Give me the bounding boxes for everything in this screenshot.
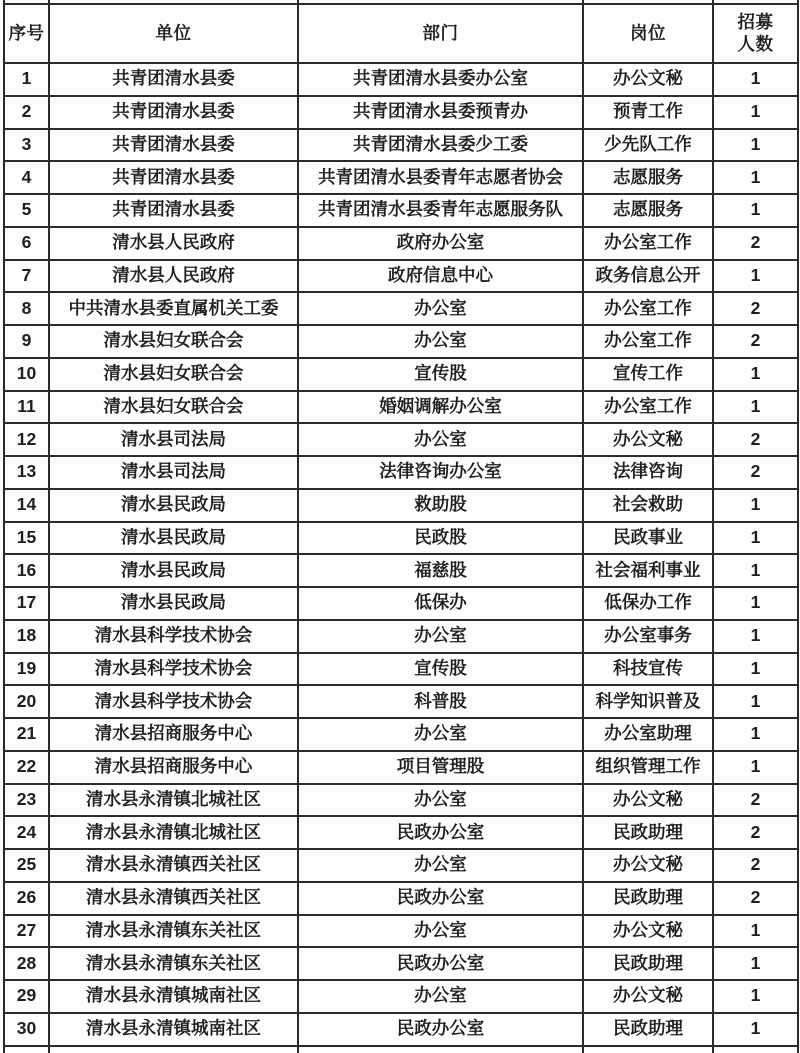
table-row — [4, 63, 798, 96]
table-row — [4, 260, 798, 293]
cell-department: 办公室 — [298, 292, 583, 325]
cell-index: 30 — [4, 1013, 49, 1046]
cell-count: 1 — [713, 653, 798, 686]
cell-count: 2 — [713, 325, 798, 358]
cell-position: 办公室工作 — [583, 292, 713, 325]
cell-count: 1 — [713, 489, 798, 522]
table-row — [4, 653, 798, 686]
cell-position: 办公文秘 — [583, 423, 713, 456]
cell-department: 民政办公室 — [298, 947, 583, 980]
header-cell-position: 岗位 — [583, 4, 713, 63]
cell-index: 14 — [4, 489, 49, 522]
cell-unit: 清水县永清镇北城社区 — [49, 816, 298, 849]
cell-index: 23 — [4, 784, 49, 817]
table-row — [4, 391, 798, 424]
cell-count: 1 — [713, 1013, 798, 1046]
cell-position: 民政助理 — [583, 1013, 713, 1046]
cell-department: 宣传股 — [298, 653, 583, 686]
table-row — [4, 620, 798, 653]
cell-unit: 清水县永清镇城南社区 — [49, 980, 298, 1013]
cell-count: 2 — [713, 882, 798, 915]
cell-position: 办公文秘 — [583, 915, 713, 948]
cell-position: 低保办工作 — [583, 587, 713, 620]
cell-index: 25 — [4, 849, 49, 882]
cell-unit: 中共清水县委直属机关工委 — [49, 292, 298, 325]
cell-count: 2 — [713, 292, 798, 325]
cell-index: 29 — [4, 980, 49, 1013]
cell-department: 民政股 — [298, 522, 583, 555]
cell-department: 民政办公室 — [298, 1013, 583, 1046]
cell-count: 1 — [713, 391, 798, 424]
cell-department: 科普股 — [298, 685, 583, 718]
header-row — [4, 4, 798, 63]
cell-department: 办公室 — [298, 915, 583, 948]
cell-index: 18 — [4, 620, 49, 653]
table-row — [4, 751, 798, 784]
table-row — [4, 325, 798, 358]
table-row — [4, 685, 798, 718]
table-row — [4, 456, 798, 489]
cell-index: 3 — [4, 129, 49, 162]
cell-index: 1 — [4, 63, 49, 96]
cell-department: 政府办公室 — [298, 227, 583, 260]
cell-unit: 清水县妇女联合会 — [49, 391, 298, 424]
cell-position: 法律咨询 — [583, 456, 713, 489]
cell-count: 2 — [713, 227, 798, 260]
cell-index: 20 — [4, 685, 49, 718]
cell-unit: 清水县永清镇北城社区 — [49, 784, 298, 817]
cell-position: 民政助理 — [583, 947, 713, 980]
cell-index: 8 — [4, 292, 49, 325]
cell-count: 1 — [713, 718, 798, 751]
cell-count: 1 — [713, 915, 798, 948]
cell-count: 1 — [713, 194, 798, 227]
header-cell-count: 招募人数 — [713, 4, 798, 63]
cell-index: 2 — [4, 96, 49, 129]
table-row — [4, 358, 798, 391]
cell-index: 4 — [4, 161, 49, 194]
cell-index: 26 — [4, 882, 49, 915]
cell-unit: 清水县科学技术协会 — [49, 653, 298, 686]
clipped-cell — [49, 1046, 298, 1053]
cell-unit: 共青团清水县委 — [49, 161, 298, 194]
cell-count: 1 — [713, 358, 798, 391]
table-row — [4, 849, 798, 882]
recruitment-table — [3, 0, 799, 1053]
cell-unit: 共青团清水县委 — [49, 63, 298, 96]
cell-unit: 清水县永清镇东关社区 — [49, 915, 298, 948]
cell-department: 民政办公室 — [298, 816, 583, 849]
cell-position: 办公室事务 — [583, 620, 713, 653]
cell-count: 1 — [713, 96, 798, 129]
cell-position: 办公室助理 — [583, 718, 713, 751]
cell-index: 28 — [4, 947, 49, 980]
table-row — [4, 194, 798, 227]
cell-position: 办公室工作 — [583, 391, 713, 424]
cell-count: 1 — [713, 260, 798, 293]
cell-count: 1 — [713, 63, 798, 96]
cell-position: 办公文秘 — [583, 63, 713, 96]
table-row — [4, 1013, 798, 1046]
cell-count: 2 — [713, 423, 798, 456]
table-row — [4, 554, 798, 587]
cell-department: 办公室 — [298, 423, 583, 456]
clipped-cell — [298, 1046, 583, 1053]
cell-index: 19 — [4, 653, 49, 686]
cell-count: 1 — [713, 522, 798, 555]
cell-position: 科学知识普及 — [583, 685, 713, 718]
table-row — [4, 161, 798, 194]
cell-department: 共青团清水县委预青办 — [298, 96, 583, 129]
cell-position: 办公室工作 — [583, 227, 713, 260]
cell-index: 22 — [4, 751, 49, 784]
cell-position: 志愿服务 — [583, 194, 713, 227]
cell-position: 少先队工作 — [583, 129, 713, 162]
cell-count: 1 — [713, 620, 798, 653]
cell-unit: 清水县妇女联合会 — [49, 358, 298, 391]
cell-department: 办公室 — [298, 849, 583, 882]
cell-count: 1 — [713, 161, 798, 194]
cell-unit: 清水县永清镇西关社区 — [49, 882, 298, 915]
cell-unit: 清水县科学技术协会 — [49, 620, 298, 653]
cell-index: 7 — [4, 260, 49, 293]
cell-index: 24 — [4, 816, 49, 849]
cell-department: 宣传股 — [298, 358, 583, 391]
cell-index: 13 — [4, 456, 49, 489]
table-row — [4, 718, 798, 751]
table-row — [4, 227, 798, 260]
cell-count: 2 — [713, 456, 798, 489]
cell-position: 预青工作 — [583, 96, 713, 129]
clipped-row-bottom — [4, 1046, 798, 1053]
cell-department: 婚姻调解办公室 — [298, 391, 583, 424]
cell-department: 政府信息中心 — [298, 260, 583, 293]
cell-position: 政务信息公开 — [583, 260, 713, 293]
cell-position: 办公室工作 — [583, 325, 713, 358]
cell-index: 6 — [4, 227, 49, 260]
cell-unit: 清水县司法局 — [49, 456, 298, 489]
cell-position: 社会福利事业 — [583, 554, 713, 587]
table-row — [4, 489, 798, 522]
cell-unit: 清水县招商服务中心 — [49, 718, 298, 751]
cell-count: 1 — [713, 980, 798, 1013]
cell-index: 16 — [4, 554, 49, 587]
cell-unit: 清水县人民政府 — [49, 227, 298, 260]
cell-position: 科技宣传 — [583, 653, 713, 686]
cell-unit: 清水县民政局 — [49, 554, 298, 587]
table-body — [4, 63, 798, 1046]
table-row — [4, 587, 798, 620]
cell-position: 志愿服务 — [583, 161, 713, 194]
table-row — [4, 882, 798, 915]
table-row — [4, 129, 798, 162]
clipped-cell — [583, 1046, 713, 1053]
cell-position: 组织管理工作 — [583, 751, 713, 784]
cell-position: 办公文秘 — [583, 784, 713, 817]
cell-count: 1 — [713, 554, 798, 587]
table-row — [4, 423, 798, 456]
cell-department: 办公室 — [298, 620, 583, 653]
cell-count: 1 — [713, 685, 798, 718]
cell-department: 救助股 — [298, 489, 583, 522]
cell-count: 2 — [713, 816, 798, 849]
cell-unit: 清水县永清镇城南社区 — [49, 1013, 298, 1046]
cell-index: 11 — [4, 391, 49, 424]
cell-index: 17 — [4, 587, 49, 620]
clipped-cell — [4, 1046, 49, 1053]
cell-unit: 清水县人民政府 — [49, 260, 298, 293]
cell-department: 民政办公室 — [298, 882, 583, 915]
cell-position: 办公文秘 — [583, 849, 713, 882]
table-row — [4, 784, 798, 817]
cell-count: 1 — [713, 751, 798, 784]
table-row — [4, 292, 798, 325]
cell-unit: 清水县民政局 — [49, 522, 298, 555]
clipped-cell — [713, 1046, 798, 1053]
cell-index: 27 — [4, 915, 49, 948]
cell-department: 法律咨询办公室 — [298, 456, 583, 489]
cell-unit: 清水县妇女联合会 — [49, 325, 298, 358]
cell-department: 福慈股 — [298, 554, 583, 587]
cell-department: 办公室 — [298, 718, 583, 751]
cell-position: 办公文秘 — [583, 980, 713, 1013]
cell-department: 共青团清水县委少工委 — [298, 129, 583, 162]
cell-unit: 清水县民政局 — [49, 489, 298, 522]
cell-department: 共青团清水县委青年志愿服务队 — [298, 194, 583, 227]
table-row — [4, 816, 798, 849]
cell-index: 12 — [4, 423, 49, 456]
cell-position: 民政助理 — [583, 882, 713, 915]
cell-count: 1 — [713, 587, 798, 620]
cell-position: 社会救助 — [583, 489, 713, 522]
table-row — [4, 947, 798, 980]
cell-index: 10 — [4, 358, 49, 391]
cell-unit: 共青团清水县委 — [49, 96, 298, 129]
cell-unit: 清水县招商服务中心 — [49, 751, 298, 784]
cell-department: 项目管理股 — [298, 751, 583, 784]
cell-unit: 共青团清水县委 — [49, 129, 298, 162]
cell-department: 办公室 — [298, 980, 583, 1013]
cell-department: 办公室 — [298, 784, 583, 817]
cell-position: 民政助理 — [583, 816, 713, 849]
header-cell-unit: 单位 — [49, 4, 298, 63]
cell-department: 低保办 — [298, 587, 583, 620]
cell-position: 宣传工作 — [583, 358, 713, 391]
header-cell-index: 序号 — [4, 4, 49, 63]
cell-index: 21 — [4, 718, 49, 751]
cell-unit: 共青团清水县委 — [49, 194, 298, 227]
cell-unit: 清水县永清镇东关社区 — [49, 947, 298, 980]
cell-position: 民政事业 — [583, 522, 713, 555]
table-row — [4, 980, 798, 1013]
cell-index: 15 — [4, 522, 49, 555]
cell-count: 1 — [713, 947, 798, 980]
cell-count: 2 — [713, 784, 798, 817]
cell-department: 共青团清水县委青年志愿者协会 — [298, 161, 583, 194]
table-row — [4, 96, 798, 129]
cell-department: 共青团清水县委办公室 — [298, 63, 583, 96]
header-cell-department: 部门 — [298, 4, 583, 63]
cell-index: 5 — [4, 194, 49, 227]
cell-department: 办公室 — [298, 325, 583, 358]
cell-unit: 清水县司法局 — [49, 423, 298, 456]
cell-unit: 清水县民政局 — [49, 587, 298, 620]
cell-unit: 清水县科学技术协会 — [49, 685, 298, 718]
cell-count: 1 — [713, 129, 798, 162]
table-row — [4, 915, 798, 948]
cell-unit: 清水县永清镇西关社区 — [49, 849, 298, 882]
cell-index: 9 — [4, 325, 49, 358]
cell-count: 2 — [713, 849, 798, 882]
table-row — [4, 522, 798, 555]
